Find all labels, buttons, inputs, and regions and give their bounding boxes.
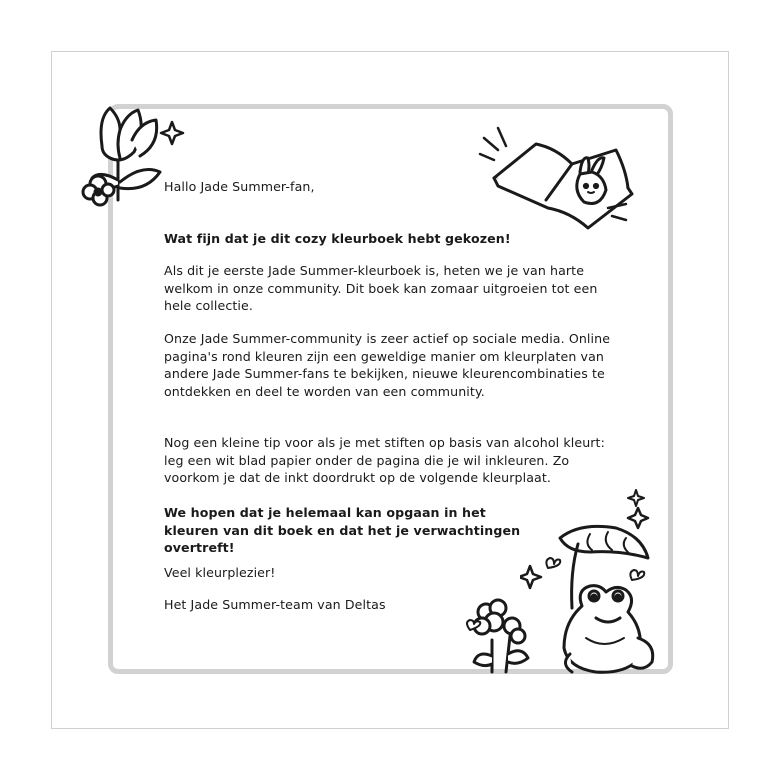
closing-wish: We hopen dat je helemaal kan opgaan in het kleuren van dit boek en dat het je verwachtingen overtreft! bbox=[164, 505, 521, 556]
frog-leaf-umbrella-icon bbox=[520, 488, 660, 678]
signature: Het Jade Summer-team van Deltas bbox=[164, 597, 386, 612]
paragraph-welcome: Als dit je eerste Jade Summer-kleurboek is, heten we je van harte welkom in onze community. Dit boek kan zomaar uitgroeien tot een hele collectie. bbox=[164, 263, 598, 314]
paragraph-community: Onze Jade Summer-community is zeer actief op sociale media. Online pagina's rond kleuren zijn een geweldige manier om kleurplaten van andere Jade Summer-fans te bekijken, nieuwe kleurencombinaties te ontdekken en deel te worden van een community. bbox=[164, 331, 611, 399]
open-book-bunny-icon bbox=[476, 120, 636, 230]
sign-off: Veel kleurplezier! bbox=[164, 565, 276, 580]
paragraph-tip: Nog een kleine tip voor als je met stiften op basis van alcohol kleurt: leg een wit blad papier onder de pagina die je wil inkleuren. Zo voorkom je dat de inkt doordrukt op de volgende kleurplaat. bbox=[164, 435, 605, 486]
greeting: Hallo Jade Summer-fan, bbox=[164, 179, 315, 194]
headline: Wat fijn dat je dit cozy kleurboek hebt gekozen! bbox=[164, 231, 511, 246]
